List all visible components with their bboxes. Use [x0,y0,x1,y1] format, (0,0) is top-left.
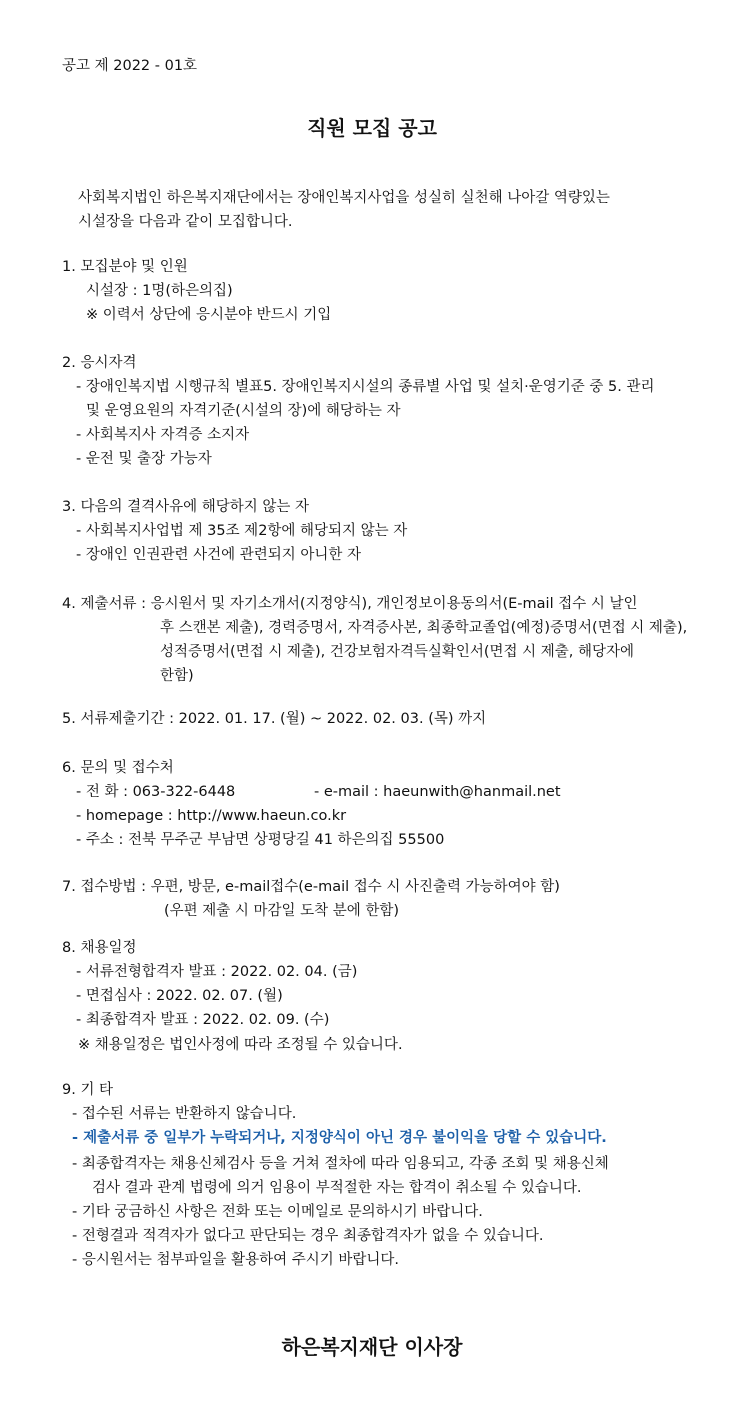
section-7-line-2: (우편 제출 시 마감일 도착 분에 한함) [164,903,400,919]
section-2-item-1b: 및 운영요원의 자격기준(시설의 장)에 해당하는 자 [86,403,401,419]
section-1-line-1: 시설장 : 1명(하은의집) [86,283,233,299]
etc-item-3b: 검사 결과 관계 법령에 의거 임용이 부적절한 자는 합격이 취소될 수 있습니다. [92,1180,582,1196]
etc-item-1: - 접수된 서류는 반환하지 않습니다. [72,1106,297,1122]
section-7-line-1: 7. 접수방법 : 우편, 방문, e-mail접수(e-mail 접수 시 사진출력 가능하여야 함) [62,879,560,895]
section-5-period: 5. 서류제출기간 : 2022. 01. 17. (월) ~ 2022. 02. 03. (목) 까지 [62,711,487,727]
section-4-line-3: 성적증명서(면접 시 제출), 건강보험자격득실확인서(면접 시 제출, 해당자에 [160,644,635,660]
section-4-line-4: 한함) [160,668,194,684]
page-title: 직원 모집 공고 [307,116,437,140]
intro-line-1: 사회복지법인 하은복지재단에서는 장애인복지사업을 성실히 실천해 나아갈 역량있는 [78,190,610,206]
section-8-heading: 8. 채용일정 [62,940,137,956]
section-3-item-1: - 사회복지사업법 제 35조 제2항에 해당되지 않는 자 [76,523,408,539]
section-2-item-1a: - 장애인복지법 시행규칙 별표5. 장애인복지시설의 종류별 사업 및 설치·운영기준 중 5. 관리 [76,379,655,395]
issuer-signature: 하은복지재단 이사장 [281,1335,463,1359]
section-2-item-3: - 운전 및 출장 가능자 [76,451,212,467]
contact-email: - e-mail : haeunwith@hanmail.net [314,784,561,800]
etc-item-5: - 전형결과 적격자가 없다고 판단되는 경우 최종합격자가 없을 수 있습니다. [72,1228,544,1244]
etc-item-warning: - 제출서류 중 일부가 누락되거나, 지정양식이 아닌 경우 불이익을 당할 수 있습니다. [72,1130,607,1146]
schedule-note: ※ 채용일정은 법인사정에 따라 조정될 수 있습니다. [78,1037,403,1053]
section-1-heading: 1. 모집분야 및 인원 [62,259,188,275]
section-3-item-2: - 장애인 인권관련 사건에 관련되지 아니한 자 [76,547,362,563]
section-4-line-2: 후 스캔본 제출), 경력증명서, 자격증사본, 최종학교졸업(예정)증명서(면접 시 제출), [160,620,688,636]
schedule-item-2: - 면접심사 : 2022. 02. 07. (월) [76,988,283,1004]
section-4-line-1: 4. 제출서류 : 응시원서 및 자기소개서(지정양식), 개인정보이용동의서(E-mail 접수 시 날인 [62,596,638,612]
section-6-heading: 6. 문의 및 접수처 [62,760,174,776]
section-9-heading: 9. 기 타 [62,1082,114,1098]
schedule-item-1: - 서류전형합격자 발표 : 2022. 02. 04. (금) [76,964,358,980]
section-1-note: ※ 이력서 상단에 응시분야 반드시 기입 [86,307,332,323]
contact-phone: - 전 화 : 063-322-6448 [76,784,236,800]
intro-line-2: 시설장을 다음과 같이 모집합니다. [78,214,293,230]
etc-item-4: - 기타 궁금하신 사항은 전화 또는 이메일로 문의하시기 바랍니다. [72,1204,483,1220]
schedule-item-3: - 최종합격자 발표 : 2022. 02. 09. (수) [76,1012,330,1028]
section-2-item-2: - 사회복지사 자격증 소지자 [76,427,250,443]
contact-homepage: - homepage : http://www.haeun.co.kr [76,808,347,824]
etc-item-3a: - 최종합격자는 채용신체검사 등을 거쳐 절차에 따라 임용되고, 각종 조회 및 채용신체 [72,1156,609,1172]
contact-address: - 주소 : 전북 무주군 부남면 상평당길 41 하은의집 55500 [76,832,445,848]
doc-number: 공고 제 2022 - 01호 [62,58,198,74]
section-3-heading: 3. 다음의 결격사유에 해당하지 않는 자 [62,499,309,515]
etc-item-6: - 응시원서는 첨부파일을 활용하여 주시기 바랍니다. [72,1252,400,1268]
section-2-heading: 2. 응시자격 [62,355,137,371]
